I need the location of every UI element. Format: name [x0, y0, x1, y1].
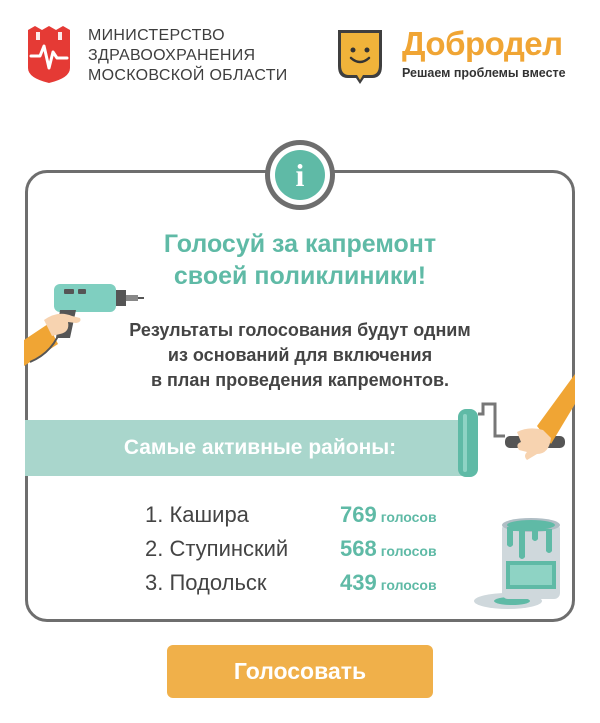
dobrodel-logo-block[interactable]: [332, 26, 566, 86]
dobrodel-shield-icon: [332, 26, 388, 86]
paint-can-icon: [470, 515, 565, 615]
description-line-1: Результаты голосования будут одним: [129, 320, 471, 340]
description-line-3: в план проведения капремонтов.: [150, 370, 450, 390]
ministry-name: [88, 26, 288, 86]
info-badge: [265, 140, 335, 210]
ministry-logo-block: [24, 24, 288, 86]
brand-title: Добродел: [402, 25, 563, 62]
vote-count: 568 голосов: [340, 536, 437, 561]
ministry-emblem-icon: [24, 24, 74, 84]
description-line-2: из оснований для включения: [167, 345, 433, 365]
ministry-line-2: ЗДРАВООХРАНЕНИЯ: [88, 47, 256, 64]
vote-count: 769 голосов: [340, 502, 437, 527]
vote-button[interactable]: Голосовать: [167, 645, 433, 698]
ministry-line-3: МОСКОВСКОЙ ОБЛАСТИ: [88, 67, 288, 84]
brand-subtitle: Решаем проблемы вместе: [402, 66, 566, 80]
district-name: 3. Подольск: [145, 570, 267, 595]
headline-line-1: Голосуй за капремонт: [163, 230, 437, 258]
headline-line-2: своей поликлиники!: [173, 262, 427, 290]
paint-roller-icon: [455, 374, 575, 484]
district-name: 2. Ступинский: [145, 536, 289, 561]
ministry-line-1: МИНИСТЕРСТВО: [88, 27, 225, 44]
band-title: Самые активные районы:: [123, 436, 397, 459]
vote-count: 439 голосов: [340, 570, 437, 595]
drill-icon: [24, 262, 144, 372]
info-icon: i: [275, 150, 325, 200]
district-name: 1. Кашира: [145, 502, 249, 527]
